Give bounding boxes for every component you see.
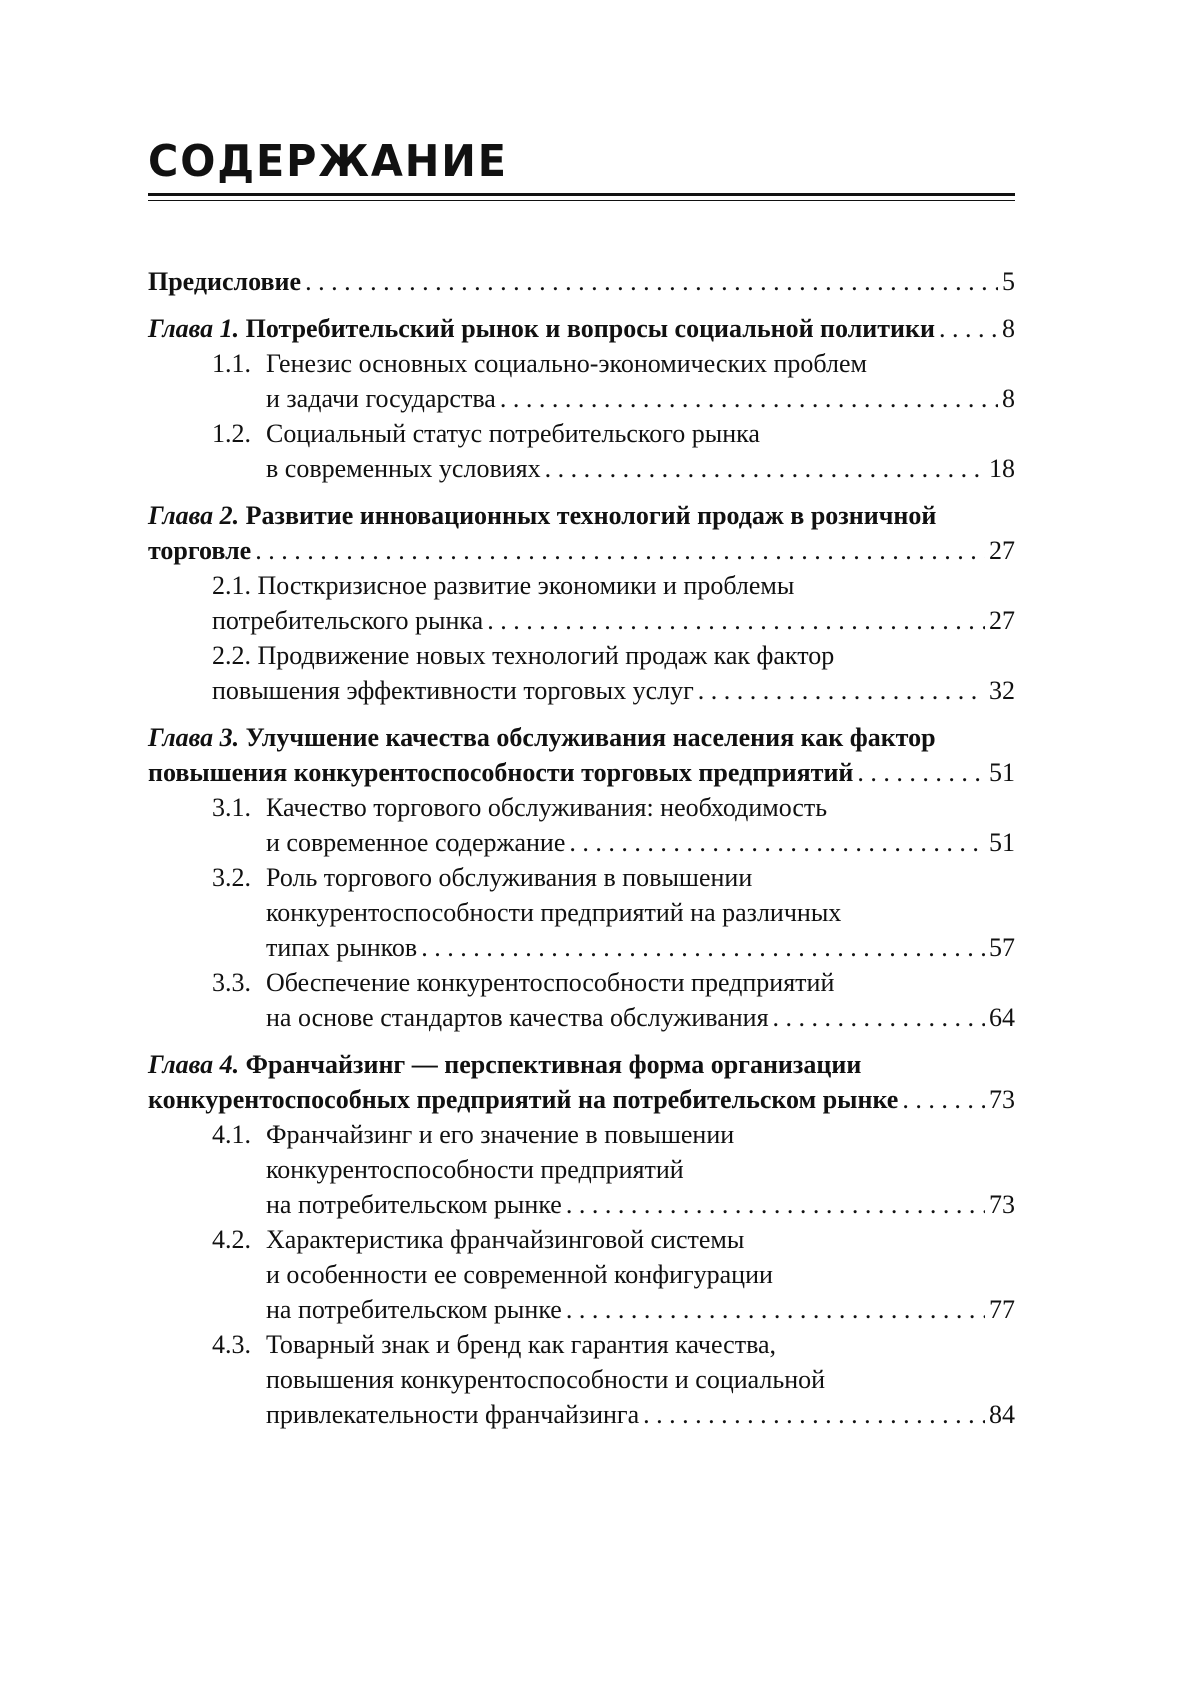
section-number: 1.1. [212, 349, 251, 378]
toc-entry-section-3-3[interactable] [148, 965, 1015, 1000]
dot-leader [421, 930, 985, 965]
toc-entry-section-1-2-end[interactable] [148, 451, 1015, 486]
chapter-title: Франчайзинг — перспективная форма организации [245, 1050, 862, 1079]
dot-leader [569, 825, 985, 860]
table-of-contents [148, 264, 1015, 1432]
toc-entry-section-2-1[interactable] [148, 568, 1015, 603]
section-number: 3.3. [212, 968, 251, 997]
toc-entry-section-2-2[interactable] [148, 638, 1015, 673]
section-number: 3.1. [212, 793, 251, 822]
section-number: 4.2. [212, 1225, 251, 1254]
toc-entry-section-4-1-end[interactable] [148, 1187, 1015, 1222]
section-title-line: Франчайзинг и его значение в повышении [266, 1120, 735, 1149]
toc-entry-section-3-1-end[interactable] [148, 825, 1015, 860]
toc-entry-chapter-4-end[interactable] [148, 1082, 1015, 1117]
page-number: 51 [989, 758, 1015, 787]
chapter-title: конкурентоспособных предприятий на потребительском рынке [148, 1085, 899, 1114]
section-title-line: и задачи государства [266, 384, 496, 413]
section-title-line: конкурентоспособности предприятий на различных [266, 898, 842, 927]
section-title-line: на потребительском рынке [266, 1295, 562, 1324]
dot-leader [643, 1397, 985, 1432]
dot-leader [545, 451, 985, 486]
section-number: 1.2. [212, 419, 251, 448]
page-number: 27 [989, 606, 1015, 635]
page-number: 5 [1002, 267, 1015, 296]
dot-leader [939, 311, 998, 346]
page-number: 8 [1002, 384, 1015, 413]
section-title-line: конкурентоспособности предприятий [266, 1155, 684, 1184]
section-title-line: Генезис основных социально-экономических проблем [266, 349, 867, 378]
section-number: 3.2. [212, 863, 251, 892]
chapter-title: Развитие инновационных технологий продаж в розничной [245, 501, 937, 530]
dot-leader [698, 673, 985, 708]
chapter-prefix: Глава 1. [148, 314, 240, 343]
chapter-prefix: Глава 4. [148, 1050, 240, 1079]
section-title-line: Роль торгового обслуживания в повышении [266, 863, 753, 892]
dot-leader [500, 381, 998, 416]
toc-entry-section-4-3-end[interactable] [148, 1397, 1015, 1432]
section-title-line: Характеристика франчайзинговой системы [266, 1225, 745, 1254]
dot-leader [773, 1000, 985, 1035]
toc-entry-section-4-2[interactable] [148, 1222, 1015, 1257]
section-title-line: Товарный знак и бренд как гарантия качества, [266, 1330, 777, 1359]
chapter-title: торговле [148, 536, 252, 565]
section-title-line: потребительского рынка [212, 606, 484, 635]
toc-entry-section-4-1[interactable] [148, 1117, 1015, 1152]
page-number: 51 [989, 828, 1015, 857]
section-title-line: повышения эффективности торговых услуг [212, 676, 694, 705]
toc-entry-section-3-2[interactable] [148, 860, 1015, 895]
toc-entry-section-2-1-end[interactable] [148, 603, 1015, 638]
page-number: 73 [989, 1085, 1015, 1114]
page-number: 64 [989, 1003, 1015, 1032]
section-title-line: и особенности ее современной конфигурации [266, 1260, 773, 1289]
toc-entry-section-4-1-cont[interactable] [148, 1152, 1015, 1187]
toc-entry-section-3-2-cont[interactable] [148, 895, 1015, 930]
section-title-line: Качество торгового обслуживания: необходимость [266, 793, 828, 822]
page-number: 84 [989, 1400, 1015, 1429]
toc-entry-section-4-2-cont[interactable] [148, 1257, 1015, 1292]
page-number: 32 [989, 676, 1015, 705]
page-number: 27 [989, 536, 1015, 565]
toc-entry-section-1-1[interactable] [148, 346, 1015, 381]
chapter-title: повышения конкурентоспособности торговых предприятий [148, 758, 854, 787]
toc-entry-section-3-2-end[interactable] [148, 930, 1015, 965]
dot-leader [566, 1187, 985, 1222]
page-number: 57 [989, 933, 1015, 962]
chapter-title: Улучшение качества обслуживания населения как фактор [245, 723, 936, 752]
title-rule-thin [148, 200, 1015, 201]
dot-leader [305, 264, 998, 299]
dot-leader [857, 755, 985, 790]
dot-leader [487, 603, 985, 638]
page-number: 73 [989, 1190, 1015, 1219]
section-title-line: Обеспечение конкурентоспособности предприятий [266, 968, 835, 997]
dot-leader [566, 1292, 985, 1327]
dot-leader [255, 533, 985, 568]
toc-entry-section-2-2-end[interactable] [148, 673, 1015, 708]
section-title-line: и современное содержание [266, 828, 566, 857]
section-title-line: 2.2. Продвижение новых технологий продаж как фактор [212, 641, 835, 670]
dot-leader [902, 1082, 985, 1117]
toc-entry-chapter-1[interactable] [148, 311, 1015, 346]
toc-entry-chapter-3-end[interactable] [148, 755, 1015, 790]
chapter-prefix: Глава 2. [148, 501, 240, 530]
toc-entry-section-4-2-end[interactable] [148, 1292, 1015, 1327]
page-number: 8 [1002, 314, 1015, 343]
chapter-title: Потребительский рынок и вопросы социальной политики [245, 314, 935, 343]
section-title-line: на основе стандартов качества обслуживания [266, 1003, 769, 1032]
chapter-prefix: Глава 3. [148, 723, 240, 752]
section-title-line: 2.1. Посткризисное развитие экономики и проблемы [212, 571, 795, 600]
page-number: 77 [989, 1295, 1015, 1324]
toc-entry-preface[interactable] [148, 264, 1015, 299]
toc-entry-chapter-2-end[interactable] [148, 533, 1015, 568]
toc-entry-chapter-4[interactable] [148, 1047, 1015, 1082]
toc-entry-section-3-3-end[interactable] [148, 1000, 1015, 1035]
page-number: 18 [989, 454, 1015, 483]
toc-entry-section-1-2[interactable] [148, 416, 1015, 451]
toc-entry-chapter-3[interactable] [148, 720, 1015, 755]
toc-entry-label: Предисловие [148, 267, 302, 296]
section-title-line: в современных условиях [266, 454, 541, 483]
section-number: 4.1. [212, 1120, 251, 1149]
section-title-line: Социальный статус потребительского рынка [266, 419, 760, 448]
section-title-line: повышения конкурентоспособности и социальной [266, 1365, 826, 1394]
toc-entry-section-4-3-cont[interactable] [148, 1362, 1015, 1397]
page-title: СОДЕРЖАНИЕ [148, 136, 508, 187]
title-rule-thick [148, 193, 1015, 196]
section-number: 4.3. [212, 1330, 251, 1359]
toc-entry-section-4-3[interactable] [148, 1327, 1015, 1362]
section-title-line: привлекательности франчайзинга [266, 1400, 640, 1429]
toc-entry-chapter-2[interactable] [148, 498, 1015, 533]
toc-entry-section-1-1-end[interactable] [148, 381, 1015, 416]
toc-entry-section-3-1[interactable] [148, 790, 1015, 825]
section-title-line: типах рынков [266, 933, 418, 962]
section-title-line: на потребительском рынке [266, 1190, 562, 1219]
